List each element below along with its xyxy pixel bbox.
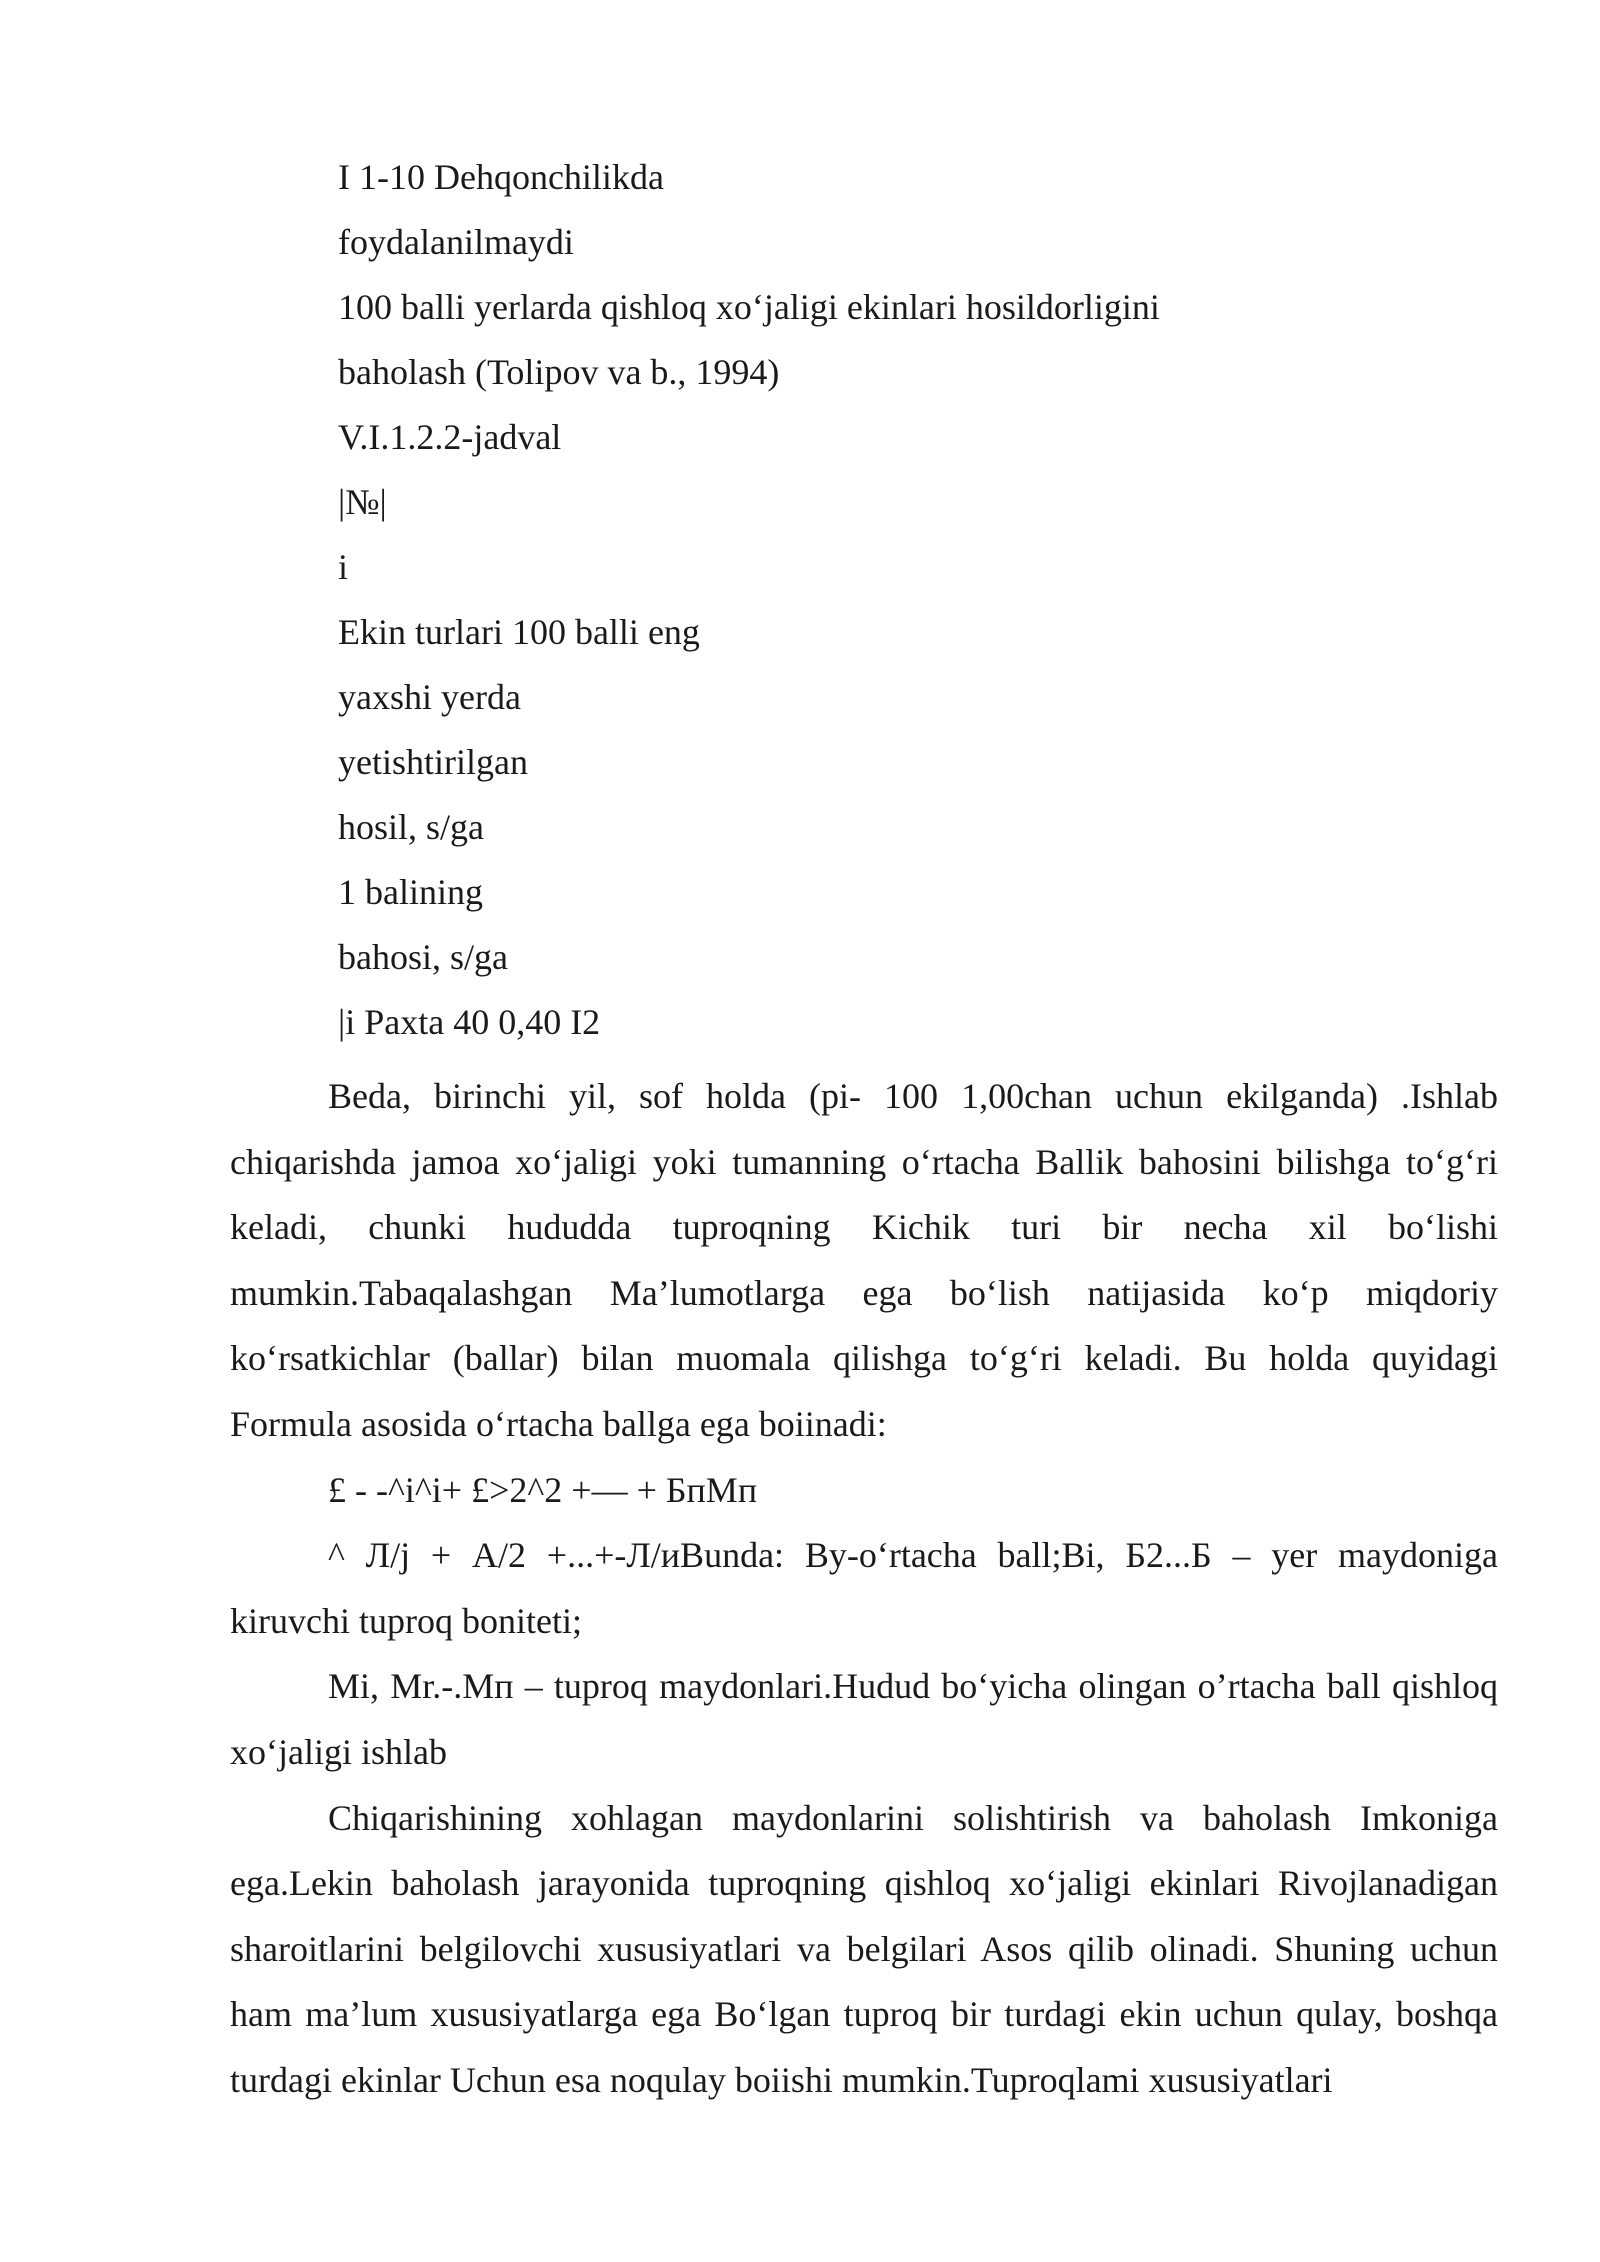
paragraph-average-score: Beda, birinchi yil, sof holda (pi- 100 1,00chan uchun ekilganda) .Ishlab chiqarishda jamoa xoʻjaligi yoki tumanning oʻrtacha Ballik bahosini bilishga toʻgʻri keladi, chunki hududda tuproqning Kichik turi bir necha xil boʻlishi mumkin.Tabaqalashgan Ma’lumotlarga ega boʻlish natijasida koʻp miqdoriy koʻrsatkichlar (ballar) bilan muomala qilishga toʻgʻri keladi. Bu holda quyidagi Formula asosida oʻrtacha ballga ega boiinadi: (230, 1076, 1498, 1444)
header-line-not-used: foydalanilmaydi (338, 222, 574, 262)
table-caption-line-2: baholash (Tolipov va b., 1994) (338, 352, 780, 392)
table-header-yield: hosil, s/ga (338, 807, 485, 847)
table-header-point-value: bahosi, s/ga (338, 937, 508, 977)
table-header-number-sign: |№| (338, 482, 387, 522)
paragraph-formula-explanation: ^ Л/j + А/2 +...+-Л/иBunda: By-oʻrtacha ball;Bi, Б2...Б – yer maydoniga kiruvchi tuproq boniteti; (230, 1535, 1498, 1641)
table-number: V.I.1.2.2-jadval (338, 417, 562, 457)
table-row-cotton: |i Paxta 40 0,40 I2 (338, 1002, 601, 1042)
paragraph-soil-areas: Mi, Mr.-.Mп – tuproq maydonlari.Hudud boʻyicha olingan o’rtacha ball qishloq xoʻjaligi ishlab (230, 1666, 1498, 1772)
table-header-one-point: 1 balining (338, 872, 483, 912)
header-line-crop-category: I 1-10 Dehqonchilikda (338, 157, 664, 197)
table-header-i: i (338, 547, 349, 587)
table-header-grown: yetishtirilgan (338, 742, 528, 782)
paragraph-production-comparison: Chiqarishining xohlagan maydonlarini solishtirish va baholash Imkoniga ega.Lekin baholash jarayonida tuproqning qishloq xoʻjaligi ekinlari Rivojlanadigan sharoitlarini belgilovchi xususiyatlari va belgilari Asos qilib olinadi. Shuning uchun ham ma’lum xususiyatlarga ega Boʻlgan tuproq bir turdagi ekin uchun qulay, boshqa turdagi ekinlar Uchun esa noqulay boiishi mumkin.Tuproqlami xususiyatlari (230, 1797, 1498, 2100)
table-header-good-land: yaxshi yerda (338, 677, 521, 717)
body-text (230, 1064, 1498, 2114)
table-caption-line-1: 100 balli yerlarda qishloq xoʻjaligi ekinlari hosildorligini (338, 287, 1160, 327)
formula-line: £ - -^i^i+ £>2^2 +— + БпМп (328, 1469, 758, 1510)
table-header-crop-types: Ekin turlari 100 balli eng (338, 612, 700, 652)
